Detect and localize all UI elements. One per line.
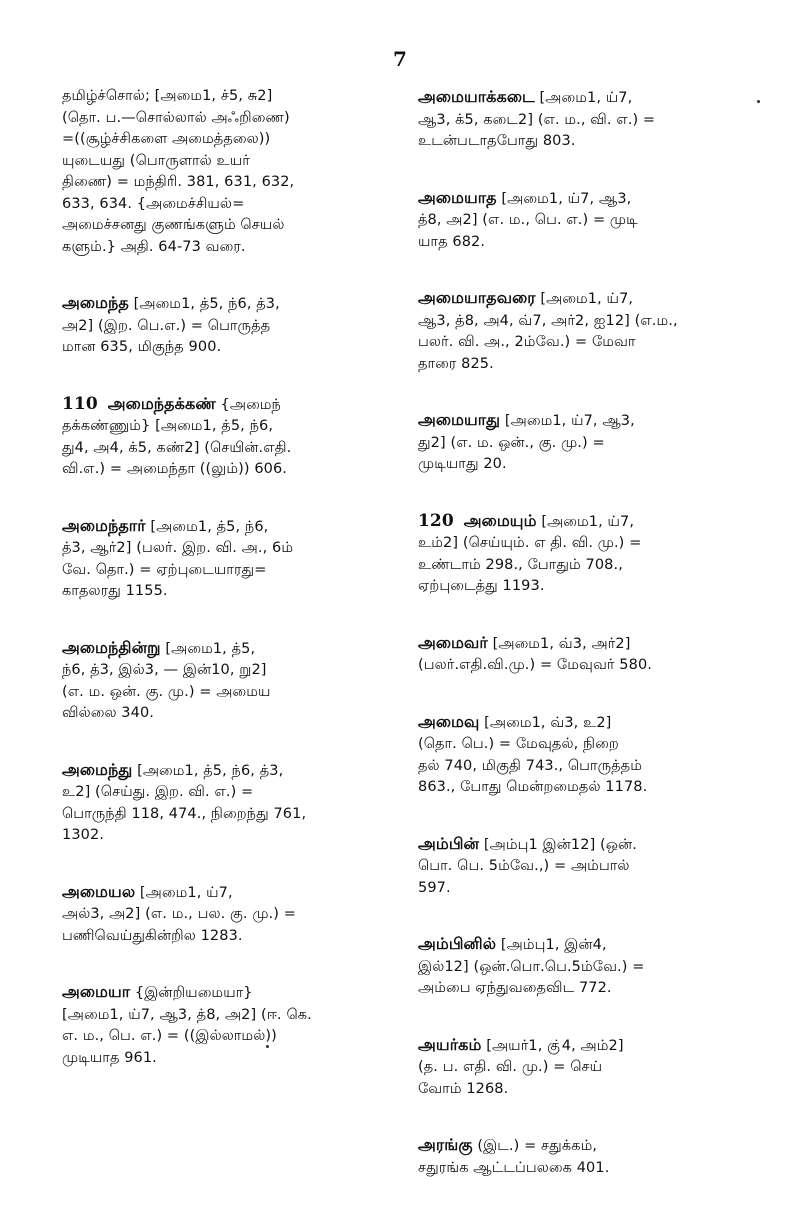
- entry-line: [418, 131, 763, 153]
- entry-line: [62, 703, 407, 725]
- entry-text: களும்.} அதி. 64-73 வரை.: [62, 238, 246, 255]
- entry-line: [62, 1026, 407, 1048]
- entry-text: தக்கண்ணும்} [அமை1, த்5, ந்6,: [62, 418, 274, 434]
- head-word: அமைவர்: [418, 632, 488, 652]
- entry-line: [418, 287, 763, 311]
- head-word: அமைந்தக்கண்: [107, 393, 216, 413]
- entry-line: [62, 194, 407, 216]
- dictionary-entry: [62, 881, 407, 948]
- entry-text: த்3, ஆர்2] (பலர். இற. வி. அ., 6ம்: [62, 540, 294, 556]
- entry-line: [62, 316, 407, 338]
- entry-line: [418, 433, 763, 455]
- dictionary-entry: [62, 981, 407, 1069]
- entry-line: [418, 1079, 763, 1101]
- head-word: அமையாதவரை: [418, 288, 536, 307]
- dictionary-entry: [418, 1134, 763, 1179]
- entry-text: (எ. ம. ஒன். கு. மு.) = அமைய: [62, 683, 271, 700]
- entry-text: [அமை1, ய்7, ஆ3,: [504, 413, 635, 429]
- entry-line: [418, 856, 763, 878]
- entry-text: [அமை1, த்5, ந்6,: [150, 518, 269, 535]
- head-word: அரங்கு: [418, 1135, 473, 1154]
- entry-line: [418, 978, 763, 1000]
- entry-text: {அமைந்: [220, 396, 281, 413]
- entry-text: (தொ. பெ.) = மேவுதல், நிறை: [418, 736, 619, 752]
- head-word: அம்பினில்: [418, 934, 497, 953]
- entry-line: [62, 237, 407, 259]
- dictionary-entry: [418, 833, 763, 900]
- entry-number: 110: [62, 393, 98, 414]
- print-speck: [266, 1045, 269, 1048]
- entry-text: திணை) = மந்திரி. 381, 631, 632,: [62, 174, 295, 190]
- head-word: அமையும்: [463, 510, 537, 530]
- entry-line: [62, 438, 407, 460]
- entry-text: [அமை1, ய்7,: [541, 513, 635, 530]
- entry-text: ஏற்புடைத்து 1193.: [418, 578, 545, 594]
- head-word: அமையல: [62, 881, 136, 901]
- entry-text: (இட.) = சதுக்கம்,: [477, 1138, 598, 1154]
- entry-line: [418, 86, 763, 110]
- entry-line: [418, 210, 763, 232]
- head-word: அமையா: [62, 982, 131, 1001]
- entry-text: து2] (எ. ம. ஒன்., கு. மு.) =: [418, 434, 605, 451]
- entry-text: உண்டாம் 298., போதும் 708.,: [418, 556, 623, 573]
- entry-line: [62, 108, 407, 130]
- entry-text: [அமை1, த்5,: [165, 640, 256, 657]
- entry-text: =((சூழ்ச்சிகளை அமைத்தலை)): [62, 131, 271, 147]
- entry-line: [62, 804, 407, 826]
- entry-line: [418, 1034, 763, 1058]
- entry-text: தாரை 825.: [418, 355, 494, 372]
- entry-line: [62, 825, 407, 847]
- entry-text: [அம்பு1, இன்4,: [500, 937, 607, 953]
- entry-text: எ. ம., பெ. எ.) = ((இல்லாமல்)): [62, 1028, 277, 1044]
- entry-line: [418, 1158, 763, 1180]
- entry-text: வே. தொ.) = ஏற்புடையாரது=: [62, 561, 267, 578]
- entry-text: (தொ. ப.—சொல்லால் அஃறிணை): [62, 109, 290, 126]
- entry-line: [418, 232, 763, 254]
- entry-text: ஆ3, க்5, கடை2] (எ. ம., வி. எ.) =: [418, 111, 656, 128]
- head-word: அமையாத: [418, 187, 497, 207]
- entry-line: [62, 459, 407, 481]
- dictionary-entry: [418, 287, 763, 375]
- entry-line: [418, 878, 763, 900]
- dictionary-entry: [418, 187, 763, 254]
- entry-text: [அமை1, வ்3, உ2]: [484, 714, 612, 731]
- entry-text: பணிவெய்துகின்றில 1283.: [62, 927, 243, 944]
- dictionary-entry: [62, 292, 407, 359]
- entry-text: து4, அ4, க்5, கண்2] (செயின்.எதி.: [62, 439, 292, 456]
- page-number: 7: [393, 47, 407, 71]
- entry-text: மான 635, மிகுந்த 900.: [62, 339, 222, 355]
- entry-text: உ2] (செய்து. இற. வி. எ.) =: [62, 784, 254, 800]
- entry-line: [62, 981, 407, 1005]
- entry-text: வி.எ.) = அமைந்தா ((லும்)) 606.: [62, 461, 288, 477]
- entry-line: [62, 86, 407, 108]
- entry-text: [அமை1, ய்7, ஆ3, த்8, அ2] (ஈ. கெ.: [62, 1006, 312, 1023]
- entry-text: {இன்றியமையா}: [134, 985, 253, 1001]
- entry-line: [418, 933, 763, 957]
- entry-line: [418, 655, 763, 677]
- entry-line: [62, 151, 407, 173]
- entry-line: [62, 292, 407, 316]
- entry-line: [62, 538, 407, 560]
- entry-line: [418, 711, 763, 735]
- entry-line: [418, 187, 763, 211]
- entry-line: [62, 637, 407, 661]
- entry-line: [62, 515, 407, 539]
- entry-line: [62, 1005, 407, 1027]
- entry-text: தமிழ்ச்சொல்; [அமை1, ச்5, சு2]: [62, 88, 273, 104]
- entry-text: அல்3, அ2] (எ. ம., பல. கு. மு.) =: [62, 906, 296, 922]
- entry-line: [62, 660, 407, 682]
- entry-line: [62, 560, 407, 582]
- dictionary-entry: [418, 933, 763, 1000]
- head-word: அமைந்த: [62, 293, 129, 312]
- entry-line: [62, 926, 407, 948]
- entry-text: பொருந்தி 118, 474., நிறைந்து 761,: [62, 805, 307, 822]
- entry-text: பலர். வி. அ., 2ம்வே.) = மேவா: [418, 334, 636, 350]
- head-word: அமையாது: [418, 410, 501, 429]
- entry-text: ஆ3, த்8, அ4, வ்7, அர்2, ஐ12] (எ.ம.,: [418, 312, 678, 329]
- dictionary-entry: [62, 515, 407, 603]
- entry-text: 633, 634. {அமைச்சியல்=: [62, 195, 245, 212]
- entry-text: [அம்பு1 இன்12] (ஒன்.: [483, 836, 637, 853]
- entry-line: [418, 454, 763, 476]
- entry-line: [62, 416, 407, 438]
- entry-text: வில்லை 340.: [62, 705, 154, 721]
- entry-line: [418, 734, 763, 756]
- entry-text: ந்6, த்3, இல்3, — இன்10, று2]: [62, 662, 267, 678]
- print-speck: [757, 100, 760, 103]
- entry-text: [அமை1, ய்7,: [540, 291, 634, 307]
- entry-text: [அமை1, வ்3, அர்2]: [492, 635, 631, 652]
- left-column: [62, 86, 407, 1103]
- head-word: அமைந்தார்: [62, 515, 146, 535]
- entry-text: அம்பை ஏந்துவதைவிட 772.: [418, 980, 612, 996]
- entry-text: யுடையது (பொருளால் உயர்: [62, 152, 250, 169]
- entry-text: (பலர்.எதி.வி.மு.) = மேவுவர் 580.: [418, 657, 652, 673]
- entry-text: வோம் 1268.: [418, 1080, 509, 1097]
- entry-text: [அயர்1, கு்4, அம்2]: [486, 1037, 624, 1054]
- dictionary-entry: [418, 510, 763, 598]
- entry-line: [418, 409, 763, 433]
- entry-number: 120: [418, 510, 454, 531]
- dictionary-entry: [62, 759, 407, 847]
- entry-text: [அமை1, ய்7,: [139, 884, 233, 901]
- entry-text: யாத 682.: [418, 233, 486, 250]
- entry-text: இல்12] (ஒன்.பொ.பெ.5ம்வே.) =: [418, 958, 645, 975]
- dictionary-entry: [418, 1034, 763, 1101]
- dictionary-entry: [62, 637, 407, 725]
- entry-line: [62, 1048, 407, 1070]
- entry-text: பொ. பெ. 5ம்வே.,) = அம்பால்: [418, 858, 630, 874]
- entry-text: அ2] (இற. பெ.எ.) = பொருத்த: [62, 317, 271, 334]
- dictionary-entry: [418, 711, 763, 799]
- entry-text: உடன்படாதபோது 803.: [418, 133, 576, 149]
- entry-line: [62, 782, 407, 804]
- entry-line: [418, 110, 763, 132]
- head-word: அம்பின்: [418, 833, 480, 853]
- dictionary-entry: [62, 86, 407, 258]
- entry-line: [418, 632, 763, 656]
- entry-line: [62, 759, 407, 783]
- entry-text: முடியாத 961.: [62, 1049, 157, 1066]
- dictionary-entry: [62, 393, 407, 481]
- head-word: அயர்கம்: [418, 1034, 482, 1054]
- entry-text: அமைச்சனது குணங்களும் செயல்: [62, 217, 285, 233]
- entry-text: 597.: [418, 879, 451, 896]
- dictionary-entry: [418, 409, 763, 476]
- head-word: அமைவு: [418, 711, 480, 731]
- entry-line: [418, 555, 763, 577]
- head-word: அமையாக்கடை: [418, 87, 535, 106]
- entry-text: காதலரது 1155.: [62, 583, 168, 599]
- entry-line: [418, 311, 763, 333]
- entry-line: [62, 682, 407, 704]
- entry-line: [418, 777, 763, 799]
- entry-line: [418, 756, 763, 778]
- entry-text: சதுரங்க ஆட்டப்பலகை 401.: [418, 1159, 610, 1176]
- entry-line: [418, 354, 763, 376]
- head-word: அமைந்து: [62, 759, 133, 779]
- entry-text: த்8, அ2] (எ. ம., பெ. எ.) = முடி: [418, 212, 638, 228]
- entry-text: [அமை1, த்5, ந்6, த்3,: [137, 762, 284, 779]
- entry-text: 1302.: [62, 827, 105, 843]
- entry-text: [அமை1, ய்7, ஆ3,: [501, 190, 632, 207]
- head-word: அமைந்தின்று: [62, 637, 161, 657]
- entry-text: (த. ப. எதி. வி. மு.) = செய்: [418, 1059, 603, 1075]
- entry-text: [அமை1, ய்7,: [539, 90, 633, 106]
- entry-line: [418, 576, 763, 598]
- dictionary-entry: [418, 632, 763, 677]
- entry-line: [418, 833, 763, 857]
- entry-line: [62, 337, 407, 359]
- entry-line: [62, 881, 407, 905]
- entry-text: [அமை1, த்5, ந்6, த்3,: [133, 296, 280, 312]
- entry-line: [62, 215, 407, 237]
- entry-line: [62, 904, 407, 926]
- entry-line: [418, 957, 763, 979]
- entry-line: [62, 393, 407, 417]
- entry-line: [418, 332, 763, 354]
- entry-line: [418, 1057, 763, 1079]
- entry-line: [62, 172, 407, 194]
- right-column: [418, 86, 763, 1213]
- entry-line: [62, 129, 407, 151]
- entry-line: [418, 510, 763, 534]
- entry-text: முடியாது 20.: [418, 456, 507, 472]
- entry-text: தல் 740, மிகுதி 743., பொருத்தம்: [418, 757, 642, 774]
- entry-line: [418, 533, 763, 555]
- entry-line: [62, 581, 407, 603]
- dictionary-entry: [418, 86, 763, 153]
- entry-text: 863., போது மென்றமைதல் 1178.: [418, 779, 648, 795]
- entry-line: [418, 1134, 763, 1158]
- entry-text: உம்2] (செய்யும். எ தி. வி. மு.) =: [418, 535, 642, 551]
